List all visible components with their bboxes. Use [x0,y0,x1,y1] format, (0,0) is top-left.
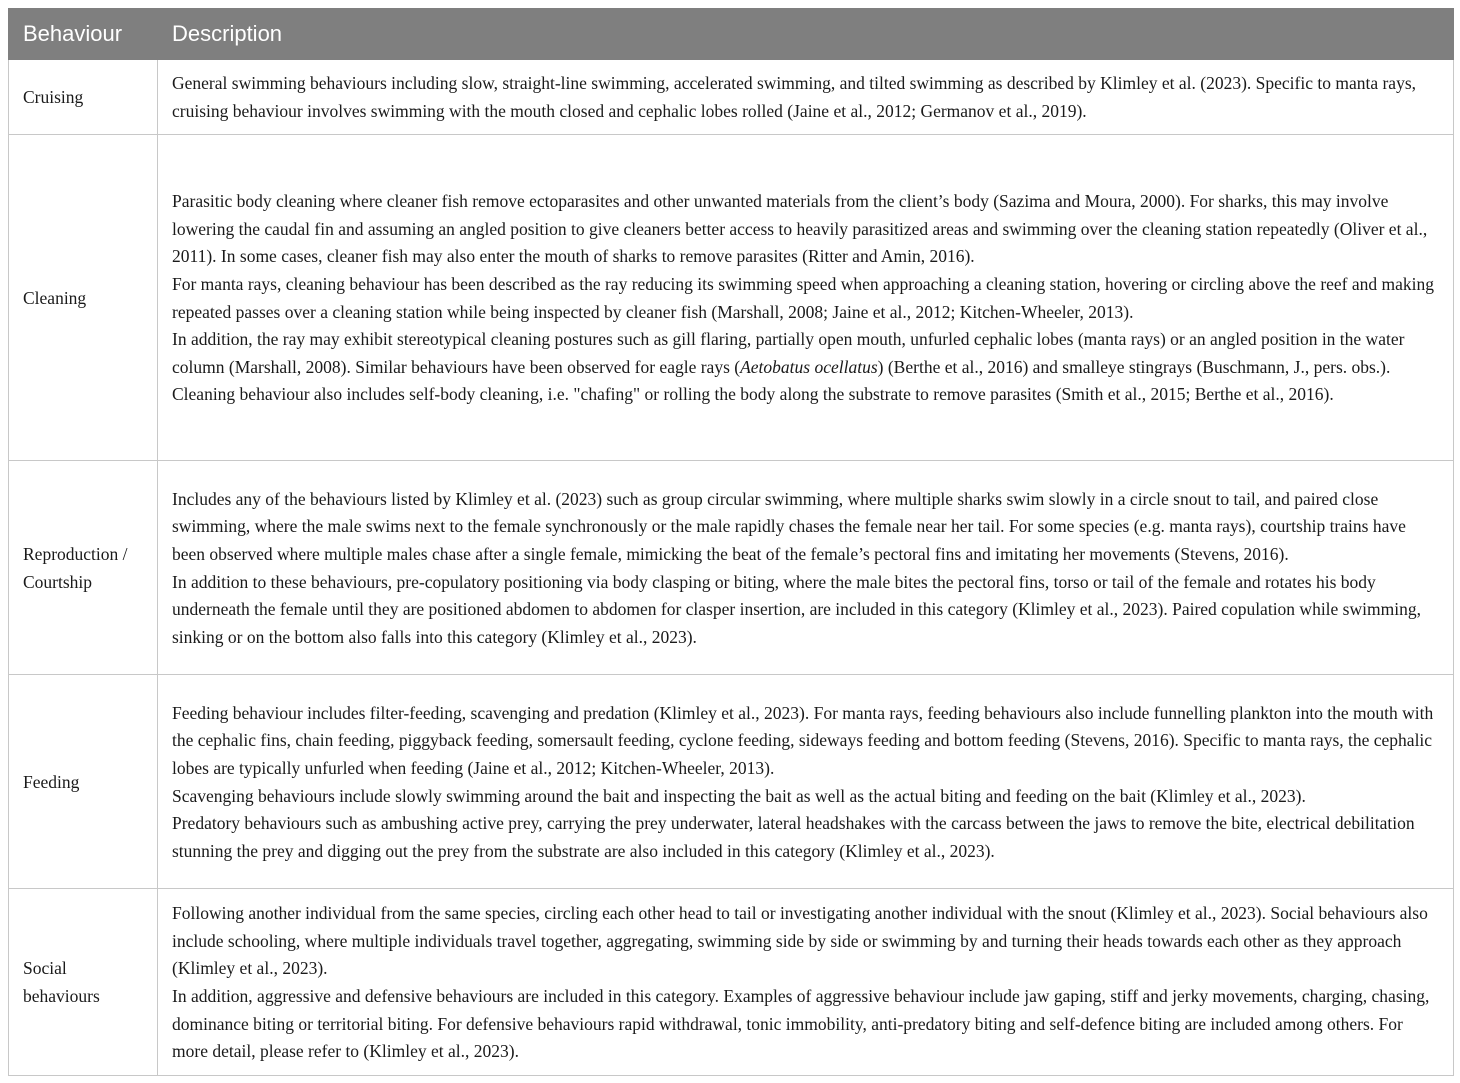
behaviour-cell: Cruising [9,60,158,135]
table-header [9,9,1454,60]
description-cell [158,60,1454,135]
description-cell [158,461,1454,675]
behaviour-cell: Cleaning [9,135,158,461]
description-paragraph: General swimming behaviours including slow, straight-line swimming, accelerated swimming, and tilted swimming as described by Klimley et al. (2023). Specific to manta rays, cruising behaviour involves swimming with the mouth closed and cephalic lobes rolled (Jaine et al., 2012; Germanov et al., 2019). [172,73,1417,121]
header-behaviour: Behaviour [9,9,158,60]
description-paragraph: Feeding behaviour includes filter-feeding, scavenging and predation (Klimley et al., 2023). For manta rays, feeding behaviours also include funnelling plankton into the mouth with the cephalic fins, chain feeding, piggyback feeding, somersault feeding, cyclone feeding, sideways feeding and bottom feeding (Stevens, 2016). Specific to manta rays, the cephalic lobes are typically unfurled when feeding (Jaine et al., 2012; Kitchen-Wheeler, 2013). [172,702,1434,778]
description-paragraph [172,326,1439,381]
description-paragraph: Includes any of the behaviours listed by Klimley et al. (2023) such as group circular swimming, where multiple sharks swim slowly in a circle snout to tail, and paired close swimming, where the male swims next to the female synchronously or the male rapidly chases the female near her tail. For some species (e.g. manta rays), courtship trains have been observed where multiple males chase after a single female, mimicking the beat of the female’s pectoral fins and imitating her movements (Stevens, 2016). [172,488,1406,564]
description-cell [158,135,1454,461]
table-row [9,675,1454,889]
description-paragraph: Following another individual from the same species, circling each other head to tail or investigating another individual with the snout (Klimley et al., 2023). Social behaviours also include schooling, where multiple individuals travel together, aggregating, swimming side by side or swimming by and turning their heads towards each other as they approach (Klimley et al., 2023). [172,903,1428,979]
paragraph-text: ) (Berthe et al., 2016) and smalleye stingrays (Buschmann, J., pers. obs.). [877,356,1391,377]
description-paragraph: Predatory behaviours such as ambushing active prey, carrying the prey underwater, lateral headshakes with the carcass between the jaws to remove the bite, electrical debilitation stunning the prey and digging out the prey from the substrate are also included in this category (Klimley et al., 2023). [172,813,1415,861]
description-paragraph: For manta rays, cleaning behaviour has been described as the ray reducing its swimming speed when approaching a cleaning station, hovering or circling above the reef and making repeated passes over a cleaning station while being inspected by cleaner fish (Marshall, 2008; Jaine et al., 2012; Kitchen-Wheeler, 2013). [172,273,1435,322]
behaviour-cell: Reproduction / Courtship [9,461,158,675]
table-row [9,889,1454,1076]
behaviour-cell: Social behaviours [9,889,158,1076]
header-description: Description [158,9,1454,60]
header-row [9,9,1454,60]
description-cell [158,675,1454,889]
table-row [9,135,1454,461]
description-paragraph: Scavenging behaviours include slowly swimming around the bait and inspecting the bait as well as the actual biting and feeding on the bait (Klimley et al., 2023). [172,785,1306,806]
description-paragraph: In addition to these behaviours, pre-copulatory positioning via body clasping or biting, where the male bites the pectoral fins, torso or tail of the female and rotates his body underneath the female until they are positioned abdomen to abdomen for clasper insertion, are included in this category (Klimley et al., 2023). Paired copulation while swimming, sinking or on the bottom also falls into this category (Klimley et al., 2023). [172,571,1421,647]
behaviour-table [8,8,1454,1076]
table-body [9,60,1454,1076]
description-paragraph: Parasitic body cleaning where cleaner fish remove ectoparasites and other unwanted materials from the client’s body (Sazima and Moura, 2000). For sharks, this may involve lowering the caudal fin and assuming an angled position to give cleaners better access to heavily parasitized areas and swimming over the cleaning station repeatedly (Oliver et al., 2011). In some cases, cleaner fish may also enter the mouth of sharks to remove parasites (Ritter and Amin, 2016). [172,191,1428,267]
description-paragraph: In addition, aggressive and defensive behaviours are included in this category. Examples of aggressive behaviour include jaw gaping, stiff and jerky movements, charging, chasing, dominance biting or territorial biting. For defensive behaviours rapid withdrawal, tonic immobility, anti-predatory biting and self-defence biting are included among others. For more detail, please refer to (Klimley et al., 2023). [172,986,1430,1062]
paragraph-text: In addition, the ray may exhibit stereotypical cleaning postures such as gill flaring, partially open mouth, unfurled cephalic lobes (manta rays) or an angled position in the water column (Marshall, 2008). Similar behaviours have been observed for eagle rays ( [172,329,1405,377]
description-cell [158,889,1454,1076]
description-paragraph: Cleaning behaviour also includes self-body cleaning, i.e. "chafing" or rolling the body along the substrate to remove parasites (Smith et al., 2015; Berthe et al., 2016). [172,384,1334,405]
table-row [9,461,1454,675]
behaviour-cell: Feeding [9,675,158,889]
table-row [9,60,1454,135]
species-name: Aetobatus ocellatus [740,356,878,377]
